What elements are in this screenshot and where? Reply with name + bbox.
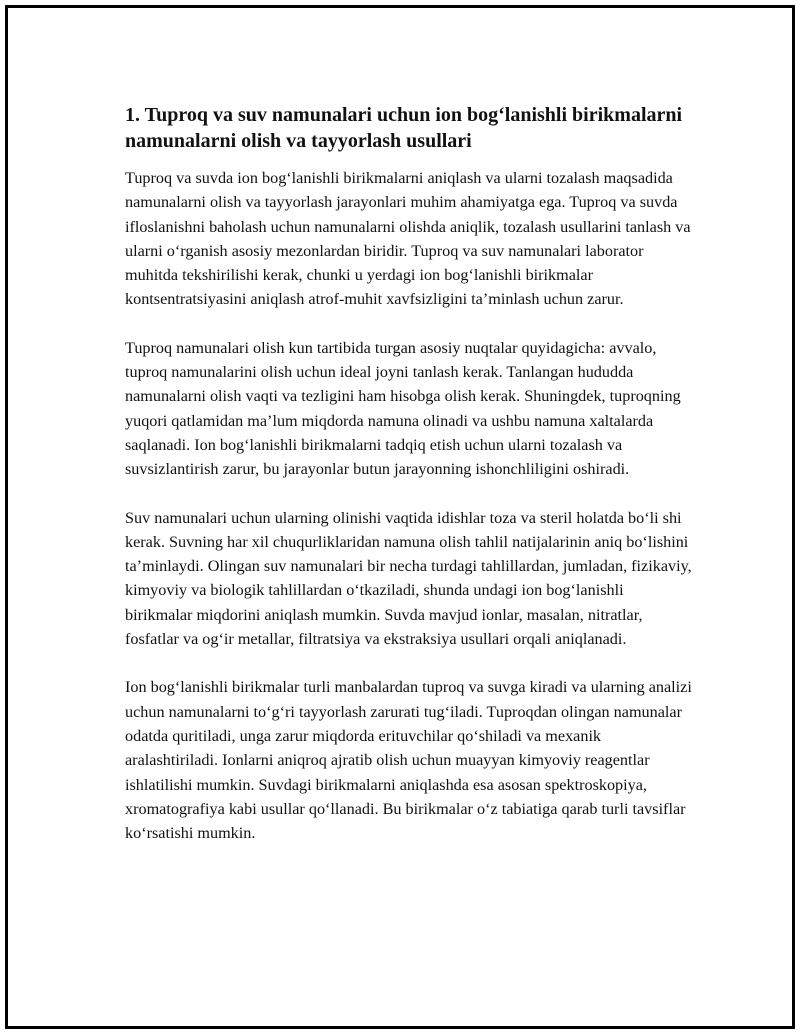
paragraph-1: Tuproq va suvda ion bog‘lanishli birikmalarni aniqlash va ularni tozalash maqsadida namunalarni olish va tayyorlash jarayonlari muhim ahamiyatga ega. Tuproq va suvda ifloslanishni baholash uchun namunalarni olishda aniqlik, tozalash usullarini tanlash va ularni o‘rganish asosiy mezonlardan biridir. Tuproq va suv namunalari laborator muhitda tekshirilishi kerak, chunki u yerdagi ion bog‘lanishli birikmalar kontsentratsiyasini aniqlash atrof-muhit xavfsizligini ta’minlash uchun zarur. <box>125 169 691 309</box>
document-body <box>125 102 695 845</box>
paragraph-3: Suv namunalari uchun ularning olinishi vaqtida idishlar toza va steril holatda bo‘li shi kerak. Suvning har xil chuqurliklaridan namuna olish tahlil natijalarinin aniq bo‘lishini ta’minlaydi. Olingan suv namunalari bir necha turdagi tahlillardan, jumladan, fizikaviy, kimyoviy va biologik tahlillardan o‘tkaziladi, shunda undagi ion bog‘lanishli birikmalar miqdorini aniqlash mumkin. Suvda mavjud ionlar, masalan, nitratlar, fosfatlar va og‘ir metallar, filtratsiya va ekstraksiya usullari orqali aniqlanadi. <box>125 508 692 649</box>
section-title: 1. Tuproq va suv namunalari uchun ion bog‘lanishli birikmalarni namunalarni olish va tayyorlash usullari <box>125 104 683 152</box>
paragraph-2: Tuproq namunalari olish kun tartibida turgan asosiy nuqtalar quyidagicha: avvalo, tuproq namunalarini olish uchun ideal joyni tanlash kerak. Tanlangan hududda namunalarni olish vaqti va tezligini ham hisobga olish kerak. Shuningdek, tuproqning yuqori qatlamidan ma’lum miqdorda namuna olinadi va ushbu namuna xaltalarda saqlanadi. Ion bog‘lanishli birikmalarni tadqiq etish uchun ularni tozalash va suvsizlantirish zarur, bu jarayonlar butun jarayonning ishonchliligini oshiradi. <box>125 338 681 479</box>
page-frame <box>5 5 795 1029</box>
paragraph-4: Ion bog‘lanishli birikmalar turli manbalardan tuproq va suvga kiradi va ularning analizi uchun namunalarni to‘g‘ri tayyorlash zarurati tug‘iladi. Tuproqdan olingan namunalar odatda quritiladi, unga zarur miqdorda erituvchilar qo‘shiladi va mexanik aralashtiriladi. Ionlarni aniqroq ajratib olish uchun muayyan kimyoviy reagentlar ishlatilishi mumkin. Suvdagi birikmalarni aniqlashda esa asosan spektroskopiya, xromatografiya kabi usullar qo‘llanadi. Bu birikmalar o‘z tabiatiga qarab turli tavsiflar ko‘rsatishi mumkin. <box>125 678 692 843</box>
